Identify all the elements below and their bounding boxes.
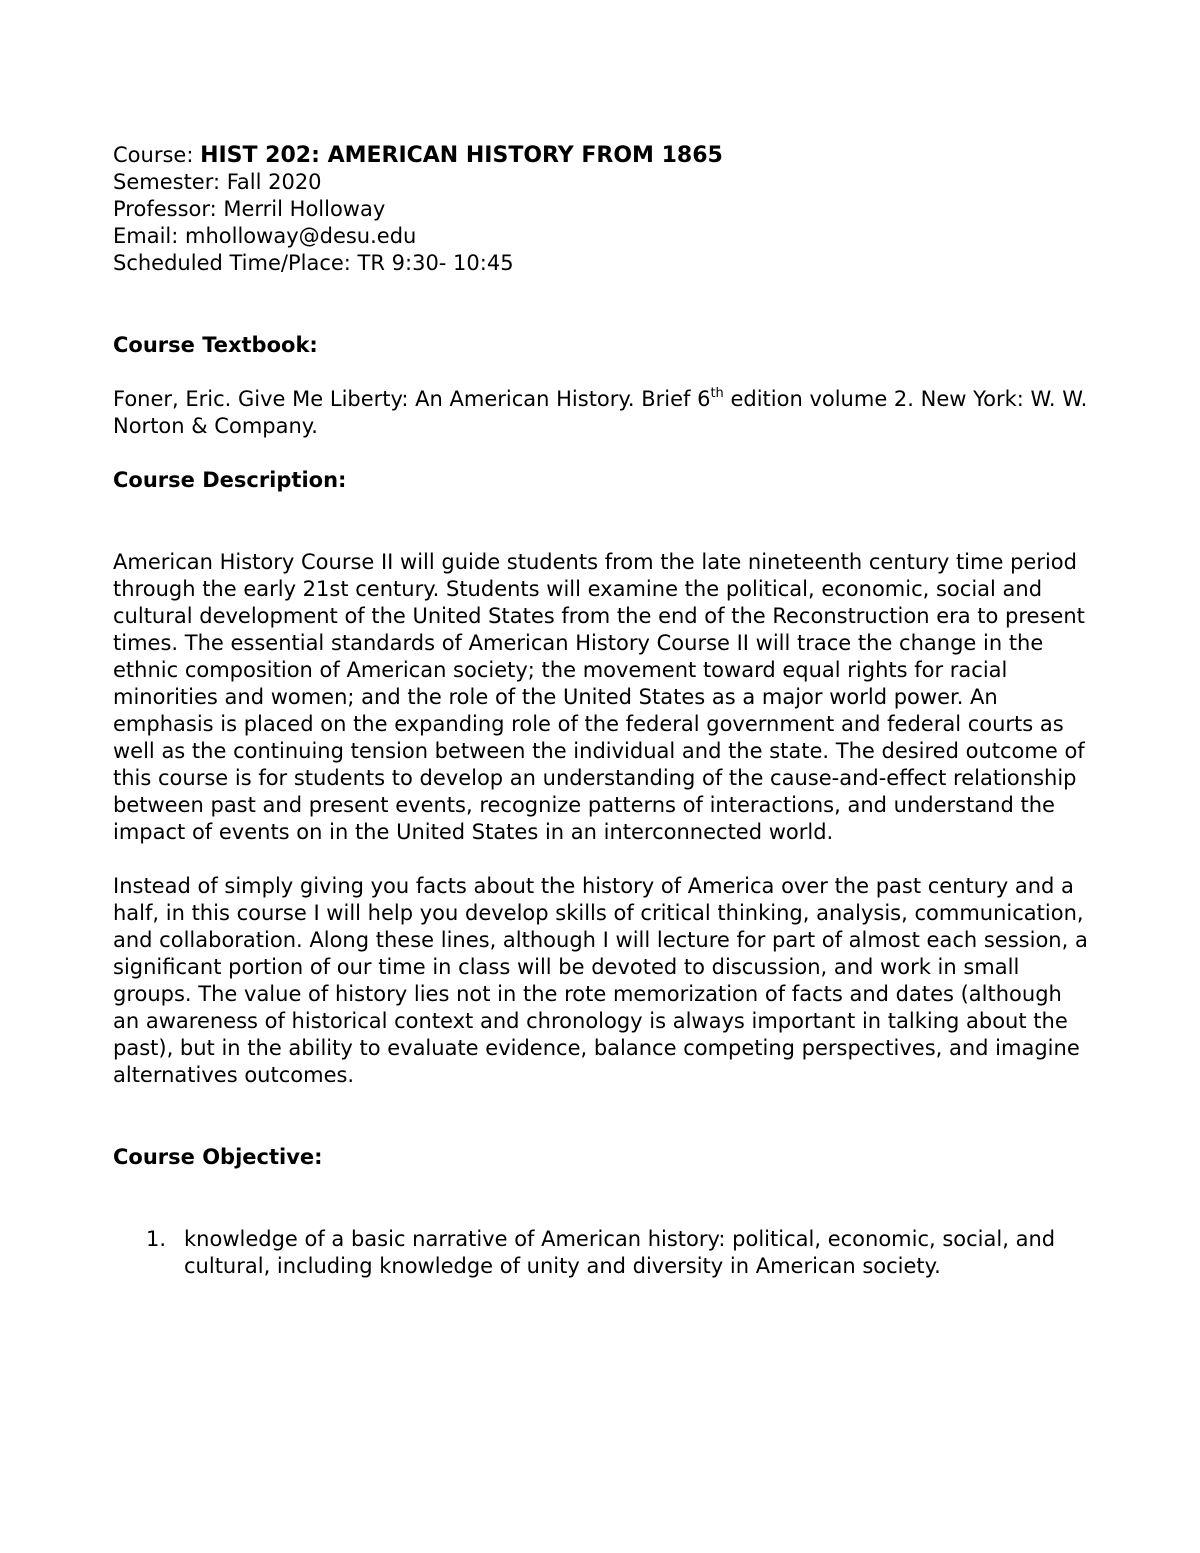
course-line <box>113 142 1088 169</box>
email-line: Email: mholloway@desu.edu <box>113 224 417 248</box>
list-item <box>113 1226 1088 1280</box>
semester-line: Semester: Fall 2020 <box>113 170 322 194</box>
professor-line: Professor: Merril Holloway <box>113 197 386 221</box>
textbook-heading: Course Textbook: <box>113 333 318 357</box>
textbook-citation-superscript: th <box>710 386 724 401</box>
textbook-citation-main: Foner, Eric. Give Me Liberty: An American History. Brief 6 <box>113 387 711 411</box>
textbook-citation <box>113 386 1088 440</box>
schedule-line: Scheduled Time/Place: TR 9:30- 10:45 <box>113 251 514 275</box>
syllabus-page <box>113 142 1088 1280</box>
textbook-citation-rest: edition volume 2. New York: W. W. Norton & Company. <box>113 387 1088 438</box>
objective-heading: Course Objective: <box>113 1145 323 1169</box>
objective-list <box>113 1226 1088 1280</box>
description-heading: Course Description: <box>113 468 347 492</box>
list-item-number: 1. <box>146 1227 167 1251</box>
description-paragraph-1: American History Course II will guide students from the late nineteenth century time period through the early 21st century. Students will examine the political, economic, social and cultural development of the United States from the end of the Reconstruction era to present times. The essential standards of American History Course II will trace the change in the ethnic composition of American society; the movement toward equal rights for racial minorities and women; and the role of the United States as a major world power. An emphasis is placed on the expanding role of the federal government and federal courts as well as the continuing tension between the individual and the state. The desired outcome of this course is for students to develop an understanding of the cause-and-effect relationship between past and present events, recognize patterns of interactions, and understand the impact of events on in the United States in an interconnected world. <box>113 550 1085 844</box>
description-paragraph-2: Instead of simply giving you facts about the history of America over the past century and a half, in this course I will help you develop skills of critical thinking, analysis, communication, and collaboration. Along these lines, although I will lecture for part of almost each session, a significant portion of our time in class will be devoted to discussion, and work in small groups. The value of history lies not in the rote memorization of facts and dates (although an awareness of historical context and chronology is always important in talking about the past), but in the ability to evaluate evidence, balance competing perspectives, and imagine alternatives outcomes. <box>113 874 1088 1087</box>
course-label: Course: <box>113 143 201 167</box>
list-item-text: knowledge of a basic narrative of American history: political, economic, social, and cultural, including knowledge of unity and diversity in American society. <box>184 1227 1056 1278</box>
course-title: HIST 202: AMERICAN HISTORY FROM 1865 <box>200 143 723 168</box>
course-info <box>113 142 1088 277</box>
